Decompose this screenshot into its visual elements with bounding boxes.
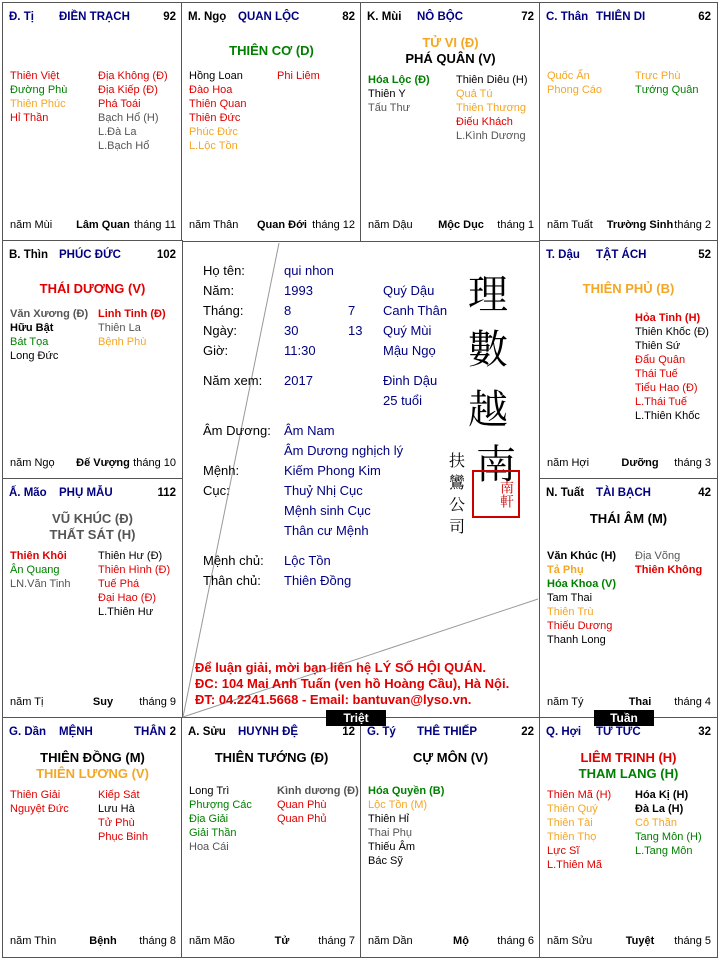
name-value: qui nhon xyxy=(284,263,334,278)
main-star: THÁI DƯƠNG (V) xyxy=(39,281,146,296)
minor-star: Hồng Loan xyxy=(189,70,243,82)
palace-year: năm Dậu xyxy=(368,219,413,231)
menh-label: Mệnh: xyxy=(203,463,240,478)
palace-footer xyxy=(547,935,711,949)
main-stars xyxy=(3,511,182,543)
palace-year: năm Sửu xyxy=(547,935,593,947)
minor-star: Long Đức xyxy=(10,350,59,362)
minor-stars-left xyxy=(547,549,633,647)
minor-stars-left xyxy=(368,784,454,868)
palace-header xyxy=(188,11,355,27)
minor-star: Thanh Long xyxy=(547,634,606,646)
minor-star: Phá Toái xyxy=(98,98,141,110)
view-canchi: Đinh Dậu xyxy=(383,373,438,388)
palace-mao xyxy=(2,478,183,719)
palace-header xyxy=(546,11,711,27)
palace-dan xyxy=(2,717,183,958)
day-solar: 30 xyxy=(284,323,299,338)
minor-star: Hỏa Tinh (H) xyxy=(635,312,701,324)
month-lunar: 7 xyxy=(348,303,356,318)
calligraphy-char-4: 南 xyxy=(476,442,516,488)
palace-year: năm Dần xyxy=(368,935,413,947)
minor-star: Tiểu Hao (Đ) xyxy=(635,382,698,394)
minor-star: Phục Binh xyxy=(98,831,149,843)
amduong-value: Âm Nam xyxy=(284,423,335,438)
minor-star: Thái Tuế xyxy=(635,368,678,380)
seal-small-3: 公 xyxy=(449,495,466,514)
seal-small-4: 司 xyxy=(449,517,466,536)
palace-number: 52 xyxy=(698,249,711,261)
minor-star: L.Thiên Khốc xyxy=(635,410,700,422)
minor-star: Thiên Quan xyxy=(189,98,247,110)
palace-branch: C. Thân xyxy=(546,11,589,23)
amduong-label: Âm Dương: xyxy=(203,423,271,438)
palace-name: TẬT ÁCH xyxy=(596,249,647,261)
palace-name: PHÚC ĐỨC xyxy=(59,249,121,261)
minor-star: Thiên Trù xyxy=(547,606,594,618)
hour-label: Giờ: xyxy=(203,343,229,358)
minor-star: Thiên Khốc (Đ) xyxy=(635,326,709,338)
minor-star: Lưu Hà xyxy=(98,803,135,815)
minor-star: Hữu Bật xyxy=(10,322,54,334)
palace-name: THIÊN DI xyxy=(596,11,646,23)
minor-star: Lộc Tồn (M) xyxy=(368,799,428,811)
main-stars xyxy=(182,750,361,766)
minor-star: Hóa Kị (H) xyxy=(635,789,689,801)
palace-month: tháng 2 xyxy=(674,219,711,231)
minor-star: Tử Phù xyxy=(98,817,135,829)
palace-month: tháng 6 xyxy=(497,935,534,947)
palace-ty xyxy=(360,717,541,958)
view-year-label: Năm xem: xyxy=(203,373,263,388)
palace-header xyxy=(367,726,534,742)
palace-month: tháng 1 xyxy=(497,219,534,231)
main-star: TỬ VI (Đ) xyxy=(422,35,479,50)
main-star: THIÊN CƠ (D) xyxy=(229,43,314,58)
minor-star: Thiên Giải xyxy=(10,789,61,801)
minor-star: Phúc Đức xyxy=(189,126,238,138)
palace-stage: Mộ xyxy=(453,935,469,947)
day-label: Ngày: xyxy=(203,323,237,338)
contact-line-3: ĐT: 04.2241.5668 - Email: bantuvan@lyso.vn. xyxy=(195,692,472,707)
minor-star: Quan Phù xyxy=(277,799,327,811)
minor-stars-right xyxy=(98,549,184,619)
palace-number: 32 xyxy=(698,726,711,738)
minor-star: Bác Sỹ xyxy=(368,855,403,867)
palace-header xyxy=(546,726,711,742)
main-star: CỰ MÔN (V) xyxy=(412,750,489,765)
minor-star: Thiên La xyxy=(98,322,141,334)
palace-year: năm Tị xyxy=(10,696,44,708)
main-star: LIÊM TRINH (H) xyxy=(580,750,677,765)
year-label: Năm: xyxy=(203,283,235,298)
main-stars xyxy=(182,43,361,59)
minor-stars-left xyxy=(189,784,275,854)
main-star: THIÊN TƯỚNG (Đ) xyxy=(214,750,329,765)
minor-star: Thiên Quý xyxy=(547,803,598,815)
minor-star: Phong Cáo xyxy=(547,84,603,96)
main-stars xyxy=(540,511,717,527)
minor-star: Giải Thần xyxy=(189,827,237,839)
minor-star: Đường Phù xyxy=(10,84,68,96)
minor-star: Lực Sĩ xyxy=(547,845,580,857)
palace-stage: Đế Vượng xyxy=(76,457,130,469)
main-stars xyxy=(361,35,540,67)
palace-year: năm Hợi xyxy=(547,457,590,469)
minor-star: Thiên Sứ xyxy=(635,340,681,352)
palace-name: TỬ TỨC xyxy=(596,726,641,738)
palace-month: tháng 5 xyxy=(674,935,711,947)
minor-star: Hóa Lộc (Đ) xyxy=(368,74,430,86)
palace-header xyxy=(367,11,534,27)
minor-star: Địa Không (Đ) xyxy=(98,70,168,82)
menhchu-label: Mệnh chủ: xyxy=(203,553,264,568)
minor-star: Ân Quang xyxy=(10,564,60,576)
minor-star: L.Thiên Hư xyxy=(98,606,154,618)
minor-stars-right xyxy=(635,549,720,577)
seal-small-2: 鸞 xyxy=(449,473,466,492)
minor-stars-right xyxy=(98,307,184,349)
palace-name: PHỤ MẪU xyxy=(59,487,113,499)
minor-star: L.Bạch Hổ xyxy=(98,140,150,152)
minor-star: Đẩu Quân xyxy=(635,354,686,366)
minor-star: L.Thái Tuế xyxy=(635,396,687,408)
minor-star: Thai Phụ xyxy=(368,827,413,839)
palace-branch: G. Dần xyxy=(9,726,47,738)
minor-star: Thiên Diêu (H) xyxy=(456,74,528,86)
palace-year: năm Tý xyxy=(547,696,584,708)
palace-stage: Quan Đới xyxy=(257,219,307,231)
minor-star: L.Kình Dương xyxy=(456,130,526,142)
month-solar: 8 xyxy=(284,303,292,318)
palace-header xyxy=(188,726,355,742)
menhchu-value: Lộc Tồn xyxy=(284,553,331,568)
minor-stars-left xyxy=(10,549,96,591)
palace-year: năm Tuất xyxy=(547,219,593,231)
day-canchi: Quý Mùi xyxy=(383,323,432,338)
palace-month: tháng 8 xyxy=(139,935,176,947)
palace-stage: Mộc Dục xyxy=(438,219,484,231)
year-solar: 1993 xyxy=(284,283,313,298)
thanchu-label: Thân chủ: xyxy=(203,573,261,588)
palace-suu xyxy=(181,717,362,958)
tuan-tag: Tuần xyxy=(594,710,654,726)
minor-star: Kình dương (Đ) xyxy=(277,785,359,797)
palace-stage: Suy xyxy=(92,696,114,708)
minor-star: LN.Văn Tinh xyxy=(10,578,71,590)
minor-star: Bệnh Phù xyxy=(98,336,147,348)
minor-star: Hóa Khoa (V) xyxy=(547,578,617,590)
contact-line-1: Để luận giải, mời bạn liên hệ LÝ SỐ HỘI QUÁN. xyxy=(195,660,486,675)
palace-number: 102 xyxy=(156,249,176,261)
palace-number: 72 xyxy=(521,11,534,23)
minor-star: Thiên Khôi xyxy=(10,550,67,562)
minor-star: Tang Môn (H) xyxy=(635,831,702,843)
minor-star: Thiên Hình (Đ) xyxy=(98,564,171,576)
palace-name: TÀI BẠCH xyxy=(596,487,651,499)
minor-stars-right xyxy=(277,784,363,826)
palace-header xyxy=(546,487,711,503)
palace-branch: N. Tuất xyxy=(546,487,585,499)
seal-small-1: 扶 xyxy=(449,451,466,470)
minor-stars-right xyxy=(456,73,542,143)
palace-month: tháng 4 xyxy=(674,696,711,708)
palace-name: HUYNH ĐỆ xyxy=(238,726,299,738)
palace-name: QUAN LỘC xyxy=(238,11,300,23)
minor-star: Kiếp Sát xyxy=(98,789,140,801)
main-stars xyxy=(3,281,182,297)
palace-month: tháng 7 xyxy=(318,935,355,947)
palace-header xyxy=(9,11,176,27)
minor-star: Tam Thai xyxy=(547,592,593,604)
minor-stars-left xyxy=(368,73,454,115)
minor-star: Hoa Cái xyxy=(189,841,229,853)
month-canchi: Canh Thân xyxy=(383,303,448,318)
minor-star: Linh Tinh (Đ) xyxy=(98,308,166,320)
palace-footer xyxy=(368,219,534,233)
minor-star: Thiên Mã (H) xyxy=(547,789,612,801)
minor-star: L.Thiên Mã xyxy=(547,859,603,871)
day-lunar: 13 xyxy=(348,323,363,338)
palace-footer xyxy=(10,457,176,471)
palace-year: năm Thân xyxy=(189,219,239,231)
palace-hoi xyxy=(539,717,718,958)
minor-star: Long Trì xyxy=(189,785,230,797)
palace-month: tháng 11 xyxy=(133,219,176,231)
minor-star: Thiên Thọ xyxy=(547,831,597,843)
palace-footer xyxy=(10,696,176,710)
minor-star: L.Tang Môn xyxy=(635,845,693,857)
name-label: Họ tên: xyxy=(203,263,245,278)
minor-star: L.Lộc Tồn xyxy=(189,140,238,152)
minor-star: Đào Hoa xyxy=(189,84,233,96)
palace-header xyxy=(9,487,176,503)
minor-star: Hỉ Thần xyxy=(10,112,49,124)
palace-year: năm Thìn xyxy=(10,935,57,947)
minor-star: Thiên Tài xyxy=(547,817,593,829)
palace-number: 22 xyxy=(521,726,534,738)
palace-number: 82 xyxy=(342,11,355,23)
palace-footer xyxy=(10,219,176,233)
palace-number: 12 xyxy=(342,726,355,738)
minor-star: Thiên Hư (Đ) xyxy=(98,550,163,562)
main-star: VŨ KHÚC (Đ) xyxy=(52,511,133,526)
minor-stars-right xyxy=(635,788,720,858)
minor-stars-right xyxy=(277,69,363,83)
palace-number: 112 xyxy=(157,487,176,499)
calligraphy-char-2: 數 xyxy=(468,327,508,373)
month-label: Tháng: xyxy=(203,303,244,318)
minor-star: Thiếu Dương xyxy=(547,620,613,632)
palace-dau xyxy=(539,240,718,480)
minor-stars-left xyxy=(10,788,96,816)
minor-star: Quốc Ấn xyxy=(547,70,590,82)
age-value: 25 tuổi xyxy=(383,393,423,408)
main-star: THAM LANG (H) xyxy=(578,766,679,781)
minor-star: Quả Tú xyxy=(456,88,493,100)
palace-month: tháng 10 xyxy=(133,457,176,469)
amduong-note: Âm Dương nghịch lý xyxy=(284,443,404,458)
palace-month: tháng 12 xyxy=(312,219,355,231)
palace-footer xyxy=(368,935,534,949)
minor-star: Thiên Đức xyxy=(189,112,241,124)
minor-star: Phi Liêm xyxy=(277,70,320,82)
main-star: THÁI ÂM (M) xyxy=(589,511,668,526)
calligraphy-char-1: 理 xyxy=(468,272,508,318)
minor-star: Tướng Quân xyxy=(635,84,699,96)
palace-branch: T. Dậu xyxy=(546,249,580,261)
palace-number: 62 xyxy=(698,11,711,23)
minor-stars-left xyxy=(547,788,633,872)
cuc-note: Mệnh sinh Cục xyxy=(284,503,371,518)
palace-branch: Đ. Tị xyxy=(9,11,34,23)
minor-star: Bát Tọa xyxy=(10,336,49,348)
palace-year: năm Mão xyxy=(189,935,235,947)
palace-branch: G. Tý xyxy=(367,726,396,738)
palace-stage: Tử xyxy=(274,935,290,947)
palace-number: 2 xyxy=(169,726,176,738)
year-canchi: Quý Dậu xyxy=(383,283,435,298)
palace-footer xyxy=(547,457,711,471)
minor-star: Địa Kiếp (Đ) xyxy=(98,84,158,96)
palace-branch: K. Mùi xyxy=(367,11,402,23)
menh-value: Kiếm Phong Kim xyxy=(284,463,381,478)
palace-ti xyxy=(2,2,183,242)
minor-star: Văn Xương (Đ) xyxy=(10,308,89,320)
palace-footer xyxy=(547,219,711,233)
palace-tuat xyxy=(539,478,718,719)
palace-footer xyxy=(10,935,176,949)
palace-stage: Bệnh xyxy=(89,935,117,947)
palace-footer xyxy=(189,935,355,949)
palace-than xyxy=(539,2,718,242)
calligraphy-char-3: 越 xyxy=(468,387,508,433)
minor-star: Thiên Thương xyxy=(456,102,527,114)
minor-stars-left xyxy=(10,307,96,363)
palace-stage: Trường Sinh xyxy=(606,219,674,231)
minor-star: Thiên Không xyxy=(635,564,703,576)
palace-header xyxy=(546,249,711,265)
palace-branch: M. Ngọ xyxy=(188,11,227,23)
main-star: THIÊN PHỦ (B) xyxy=(582,281,675,296)
main-stars xyxy=(540,281,717,297)
minor-star: Thiên Việt xyxy=(10,70,60,82)
palace-mui xyxy=(360,2,541,242)
palace-footer xyxy=(547,696,711,710)
palace-ngo xyxy=(181,2,362,242)
minor-stars-right xyxy=(635,311,720,423)
hour-canchi: Mậu Ngọ xyxy=(383,343,436,358)
palace-month: tháng 3 xyxy=(674,457,711,469)
cuc-label: Cục: xyxy=(203,483,230,498)
palace-stage: Dưỡng xyxy=(621,457,659,469)
minor-star: Tuế Phá xyxy=(98,578,140,590)
minor-star: Thiên Phúc xyxy=(10,98,66,110)
main-stars xyxy=(540,750,717,782)
palace-name: ĐIỀN TRẠCH xyxy=(59,11,130,23)
palace-branch: B. Thìn xyxy=(9,249,48,261)
minor-star: Nguyệt Đức xyxy=(10,803,69,815)
palace-year: năm Mùi xyxy=(10,219,53,231)
main-star: THẤT SÁT (H) xyxy=(49,527,136,542)
minor-star: Đại Hao (Đ) xyxy=(98,592,157,604)
palace-name: THÊ THIẾP xyxy=(417,726,478,738)
minor-stars-right xyxy=(98,69,184,153)
minor-stars-right xyxy=(635,69,720,97)
palace-branch: Q. Hợi xyxy=(546,726,582,738)
minor-star: Tả Phụ xyxy=(547,564,584,576)
palace-branch: A. Sửu xyxy=(188,726,226,738)
minor-stars-left xyxy=(189,69,275,153)
triet-tag: Triệt xyxy=(326,710,386,726)
palace-header xyxy=(9,726,176,742)
palace-stage: Thai xyxy=(628,696,652,708)
palace-header xyxy=(9,249,176,265)
than-marker: THÂN xyxy=(134,726,166,738)
minor-star: Bạch Hổ (H) xyxy=(98,112,159,124)
minor-star: Địa Giải xyxy=(189,813,229,825)
palace-branch: Ấ. Mão xyxy=(9,487,47,499)
minor-star: Phượng Các xyxy=(189,799,252,811)
minor-star: L.Đà La xyxy=(98,126,137,138)
palace-footer xyxy=(189,219,355,233)
red-stamp: 南軒 xyxy=(472,470,520,518)
minor-stars-right xyxy=(98,788,184,844)
thanchu-value: Thiên Đồng xyxy=(284,573,352,588)
main-star: THIÊN LƯƠNG (V) xyxy=(36,766,149,781)
minor-star: Đà La (H) xyxy=(635,803,684,815)
minor-star: Hóa Quyền (B) xyxy=(368,785,445,797)
palace-stage: Tuyệt xyxy=(625,935,655,947)
than-cu-menh: Thân cư Mệnh xyxy=(284,523,369,538)
main-star: THIÊN ĐỒNG (M) xyxy=(40,750,145,765)
minor-star: Tấu Thư xyxy=(368,102,411,114)
palace-thin xyxy=(2,240,183,480)
palace-number: 42 xyxy=(698,487,711,499)
palace-year: năm Ngọ xyxy=(10,457,55,469)
view-year: 2017 xyxy=(284,373,313,388)
palace-stage: Lâm Quan xyxy=(76,219,130,231)
minor-star: Văn Khúc (H) xyxy=(547,550,617,562)
cuc-value: Thuỷ Nhị Cục xyxy=(284,483,363,498)
minor-star: Thiên Hỉ xyxy=(368,813,409,825)
main-stars xyxy=(3,750,182,782)
minor-star: Địa Võng xyxy=(635,550,681,562)
minor-star: Thiếu Âm xyxy=(368,841,416,853)
main-stars xyxy=(361,750,540,766)
minor-star: Điếu Khách xyxy=(456,116,513,128)
minor-stars-left xyxy=(547,69,633,97)
minor-star: Trực Phù xyxy=(635,70,681,82)
palace-month: tháng 9 xyxy=(139,696,176,708)
contact-line-2: ĐC: 104 Mai Anh Tuấn (ven hồ Hoàng Cầu), Hà Nội. xyxy=(195,676,510,691)
main-star: PHÁ QUÂN (V) xyxy=(405,51,496,66)
minor-star: Thiên Y xyxy=(368,88,406,100)
palace-name: NÔ BỘC xyxy=(417,11,463,23)
minor-star: Quan Phủ xyxy=(277,813,327,825)
hour-value: 11:30 xyxy=(284,343,316,358)
minor-star: Cô Thần xyxy=(635,817,677,829)
palace-number: 92 xyxy=(163,11,176,23)
palace-name: MỆNH xyxy=(59,726,93,738)
minor-stars-left xyxy=(10,69,96,125)
